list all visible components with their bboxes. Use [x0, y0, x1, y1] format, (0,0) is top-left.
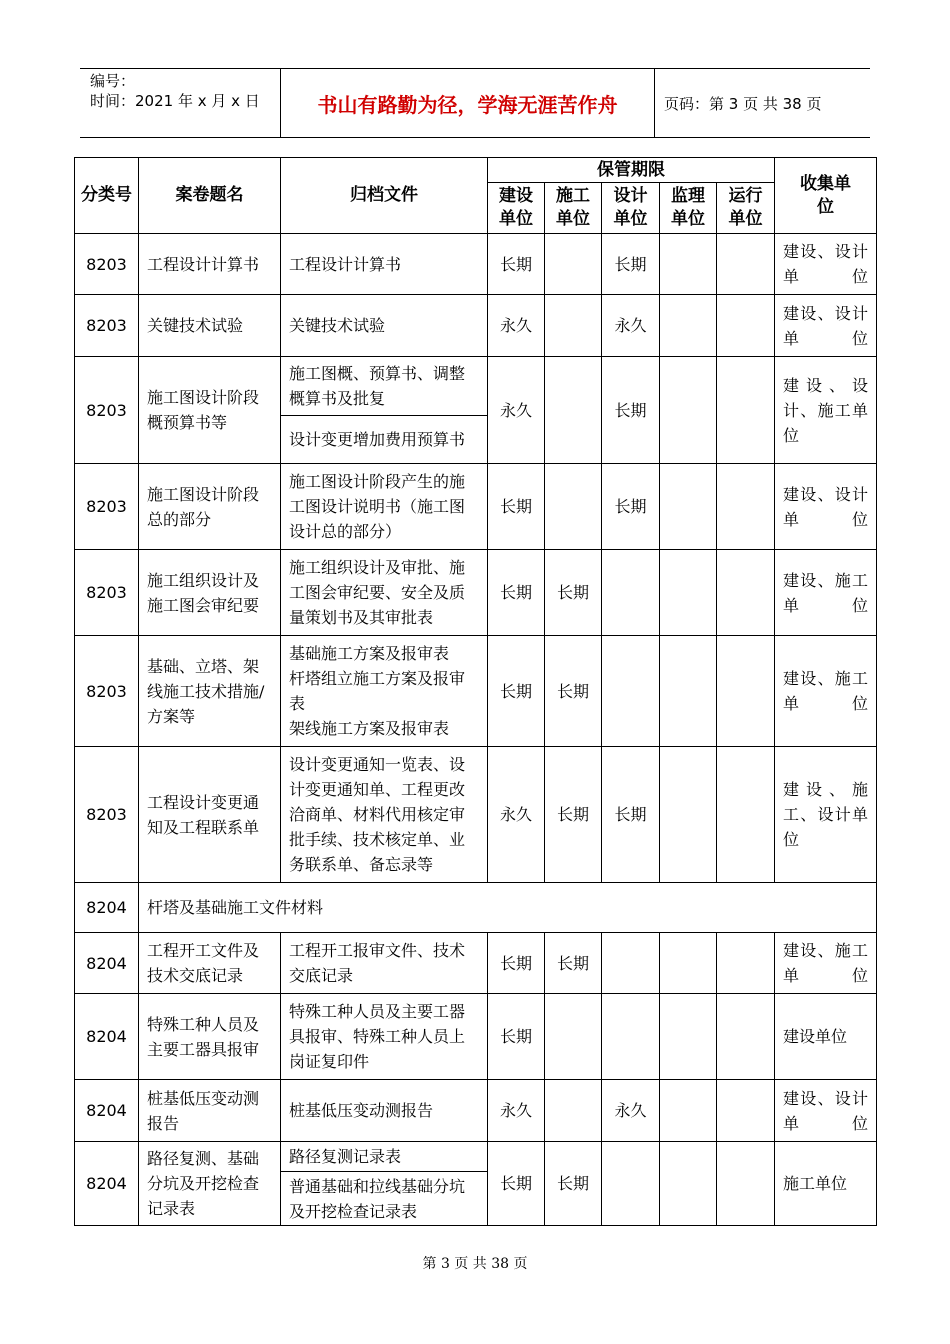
cell-superv [660, 295, 717, 357]
cell-constr: 长期 [545, 1142, 602, 1226]
cell-oper [717, 464, 775, 550]
cell-oper [717, 636, 775, 747]
cell-files: 普通基础和拉线基础分坑及开挖检查记录表 [281, 1172, 488, 1226]
file-line: 杆塔组立施工方案及报审表 [289, 669, 466, 713]
cell-files: 设计变更增加费用预算书 [281, 416, 488, 464]
cell-collector: 建设、设计单位 [775, 1080, 877, 1142]
cell-owner: 永久 [488, 357, 545, 464]
cell-code: 8203 [75, 295, 139, 357]
cell-oper [717, 933, 775, 994]
cell-collector: 建设、设计、施工单位 [775, 357, 877, 464]
table-row [75, 357, 877, 416]
cell-constr [545, 295, 602, 357]
cell-constr [545, 994, 602, 1080]
header-superv: 监理单位 [660, 183, 717, 234]
cell-files: 桩基低压变动测报告 [281, 1080, 488, 1142]
cell-code: 8203 [75, 464, 139, 550]
table-row [75, 550, 877, 636]
cell-title: 路径复测、基础分坑及开挖检查记录表 [139, 1142, 281, 1226]
header-owner: 建设单位 [488, 183, 545, 234]
cell-superv [660, 1142, 717, 1226]
cell-oper [717, 994, 775, 1080]
cell-constr [545, 464, 602, 550]
cell-superv [660, 464, 717, 550]
cell-superv [660, 234, 717, 295]
cell-constr: 长期 [545, 933, 602, 994]
cell-title: 工程设计变更通知及工程联系单 [139, 747, 281, 883]
cell-superv [660, 357, 717, 464]
cell-files: 特殊工种人员及主要工器具报审、特殊工种人员上岗证复印件 [281, 994, 488, 1080]
cell-oper [717, 747, 775, 883]
cell-files: 设计变更通知一览表、设计变更通知单、工程更改洽商单、材料代用核定审批手续、技术核定单、业务联系单、备忘录等 [281, 747, 488, 883]
cell-design: 长期 [602, 357, 660, 464]
cell-files: 路径复测记录表 [281, 1142, 488, 1172]
cell-collector: 建设单位 [775, 994, 877, 1080]
cell-collector: 建设、设计单位 [775, 234, 877, 295]
header-files: 归档文件 [281, 158, 488, 234]
table-row [75, 747, 877, 883]
cell-code: 8204 [75, 933, 139, 994]
cell-constr: 长期 [545, 747, 602, 883]
cell-code: 8204 [75, 994, 139, 1080]
time-label: 时间：2021 年 x 月 x 日 [90, 92, 260, 110]
cell-title: 施工组织设计及施工图会审纪要 [139, 550, 281, 636]
cell-collector: 建设、设计单位 [775, 464, 877, 550]
cell-owner: 长期 [488, 933, 545, 994]
cell-files: 施工图设计阶段产生的施工图设计说明书（施工图设计总的部分） [281, 464, 488, 550]
section-code: 8204 [75, 883, 139, 933]
cell-oper [717, 1080, 775, 1142]
table-row [75, 636, 877, 747]
cell-files: 施工图概、预算书、调整概算书及批复 [281, 357, 488, 416]
cell-oper [717, 1142, 775, 1226]
header-page-info: 页码：第 3 页 共 38 页 [664, 94, 822, 113]
number-label: 编号： [90, 72, 136, 90]
cell-design [602, 636, 660, 747]
cell-files: 关键技术试验 [281, 295, 488, 357]
cell-code: 8203 [75, 550, 139, 636]
archive-table [74, 157, 877, 1226]
cell-collector: 建设、施工单位 [775, 933, 877, 994]
cell-constr [545, 234, 602, 295]
file-line: 基础施工方案及报审表 [289, 644, 450, 663]
cell-files: 工程开工报审文件、技术交底记录 [281, 933, 488, 994]
cell-files: 施工组织设计及审批、施工图会审纪要、安全及质量策划书及其审批表 [281, 550, 488, 636]
cell-title: 工程设计计算书 [139, 234, 281, 295]
cell-constr: 长期 [545, 550, 602, 636]
cell-code: 8203 [75, 357, 139, 464]
cell-code: 8203 [75, 747, 139, 883]
cell-superv [660, 933, 717, 994]
cell-oper [717, 234, 775, 295]
cell-oper [717, 295, 775, 357]
cell-code: 8204 [75, 1080, 139, 1142]
cell-design: 长期 [602, 464, 660, 550]
cell-design: 长期 [602, 747, 660, 883]
file-line: 架线施工方案及报审表 [289, 719, 450, 738]
cell-code: 8203 [75, 234, 139, 295]
table-row [75, 994, 877, 1080]
cell-title: 施工图设计阶段总的部分 [139, 464, 281, 550]
cell-oper [717, 357, 775, 464]
table-row [75, 295, 877, 357]
cell-owner: 长期 [488, 994, 545, 1080]
cell-design: 永久 [602, 295, 660, 357]
table-row [75, 1080, 877, 1142]
page-header [80, 68, 870, 138]
header-period: 保管期限 [488, 158, 775, 183]
cell-owner: 长期 [488, 234, 545, 295]
cell-design: 长期 [602, 234, 660, 295]
cell-owner: 长期 [488, 550, 545, 636]
cell-superv [660, 550, 717, 636]
cell-owner: 长期 [488, 636, 545, 747]
cell-superv [660, 747, 717, 883]
cell-superv [660, 636, 717, 747]
cell-constr [545, 357, 602, 464]
cell-owner: 长期 [488, 464, 545, 550]
cell-oper [717, 550, 775, 636]
cell-title: 桩基低压变动测报告 [139, 1080, 281, 1142]
header-motto: 书山有路勤为径，学海无涯苦作舟 [280, 69, 655, 137]
table-row [75, 234, 877, 295]
cell-code: 8204 [75, 1142, 139, 1226]
cell-collector: 建设、施工单位 [775, 550, 877, 636]
page-footer: 第 3 页 共 38 页 [422, 1256, 528, 1272]
cell-design [602, 550, 660, 636]
cell-title: 基础、立塔、架线施工技术措施/方案等 [139, 636, 281, 747]
cell-design [602, 933, 660, 994]
header-code: 分类号 [75, 158, 139, 234]
cell-superv [660, 1080, 717, 1142]
cell-title: 工程开工文件及技术交底记录 [139, 933, 281, 994]
cell-owner: 永久 [488, 747, 545, 883]
cell-title: 关键技术试验 [139, 295, 281, 357]
cell-collector: 建设、施工单位 [775, 636, 877, 747]
cell-constr [545, 1080, 602, 1142]
cell-collector: 施工单位 [775, 1142, 877, 1226]
header-title: 案卷题名 [139, 158, 281, 234]
table-row [75, 464, 877, 550]
cell-files: 工程设计计算书 [281, 234, 488, 295]
section-row [75, 883, 877, 933]
cell-files [281, 636, 488, 747]
cell-design [602, 994, 660, 1080]
header-collector: 收集单位 [775, 158, 877, 234]
cell-owner: 长期 [488, 1142, 545, 1226]
cell-constr: 长期 [545, 636, 602, 747]
cell-collector: 建设、施工、设计单位 [775, 747, 877, 883]
header-oper: 运行单位 [717, 183, 775, 234]
cell-design: 永久 [602, 1080, 660, 1142]
header-constr: 施工单位 [545, 183, 602, 234]
table-row [75, 933, 877, 994]
header-design: 设计单位 [602, 183, 660, 234]
table-row [75, 1142, 877, 1172]
cell-superv [660, 994, 717, 1080]
cell-collector: 建设、设计单位 [775, 295, 877, 357]
cell-title: 施工图设计阶段概预算书等 [139, 357, 281, 464]
cell-design [602, 1142, 660, 1226]
cell-code: 8203 [75, 636, 139, 747]
cell-owner: 永久 [488, 1080, 545, 1142]
cell-owner: 永久 [488, 295, 545, 357]
header-meta [80, 69, 280, 137]
section-title: 杆塔及基础施工文件材料 [139, 883, 877, 933]
cell-title: 特殊工种人员及主要工器具报审 [139, 994, 281, 1080]
